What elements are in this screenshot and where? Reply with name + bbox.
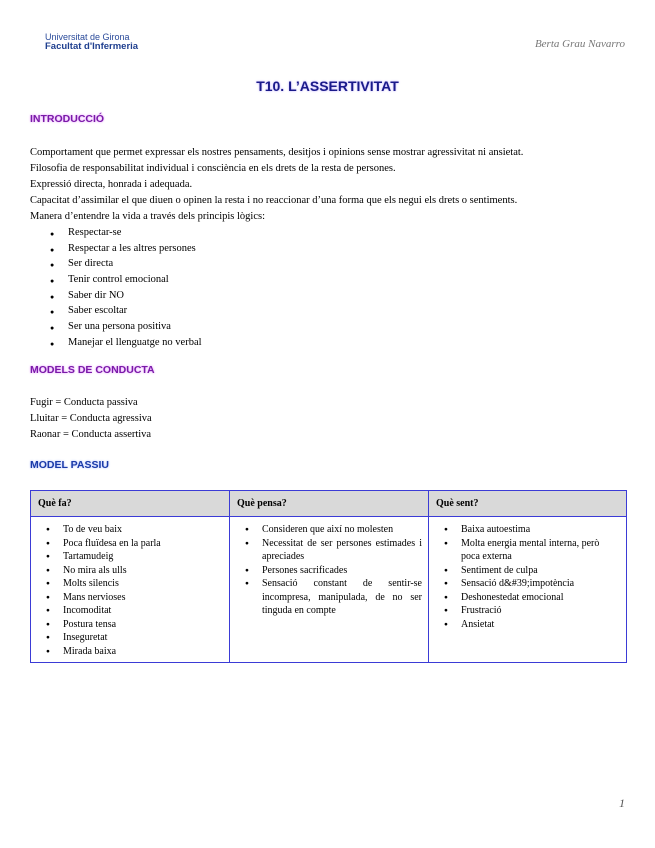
list-item: ● Baixa autoestima	[435, 523, 620, 537]
cell-fa	[31, 517, 230, 663]
intro-paragraphs	[30, 145, 630, 351]
list-item: ● Mans nervioses	[37, 591, 223, 605]
models-lines	[30, 395, 630, 443]
list-item: ● Postura tensa	[37, 618, 223, 632]
list-item: ● Molta energia mental interna, però poca externa	[435, 537, 620, 564]
list-item: ● Sensació constant de sentir-se incompresa, manipulada, de no ser tinguda en compte	[236, 577, 422, 618]
principles-list	[30, 225, 630, 351]
cell-sent	[429, 517, 627, 663]
model-line: Lluitar = Conducta agressiva	[30, 413, 152, 424]
intro-line: Capacitat d’assimilar el que diuen o opinen la resta i no reaccionar d’una forma que els negui els drets o sentiments.	[30, 195, 518, 206]
list-item: ● Inseguretat	[37, 631, 223, 645]
list-item: ● Tartamudeig	[37, 550, 223, 564]
list-item: ● Mirada baixa	[37, 645, 223, 659]
list-item: ● Poca fluïdesa en la parla	[37, 537, 223, 551]
university-logo	[45, 32, 138, 52]
heading-models: MODELS DE CONDUCTA	[30, 364, 155, 376]
list-item: ● Consideren que així no molesten	[236, 523, 422, 537]
page-number: 1	[619, 796, 625, 810]
list-item: ● Deshonestedat emocional	[435, 591, 620, 605]
list-item: ● Ser una persona positiva	[30, 319, 630, 335]
list-item: ● Molts silencis	[37, 577, 223, 591]
list-item: ● Sentiment de culpa	[435, 564, 620, 578]
list-item: ● Necessitat de ser persones estimades i apreciades	[236, 537, 422, 564]
list-item: ● Saber escoltar	[30, 303, 630, 319]
list-item: ● To de veu baix	[37, 523, 223, 537]
list-item: ● Manejar el llenguatge no verbal	[30, 335, 630, 351]
list-item: ● Sensació d&#39;impotència	[435, 577, 620, 591]
intro-line: Expressió directa, honrada i adequada.	[30, 179, 193, 190]
list-item: ● Incomoditat	[37, 604, 223, 618]
model-line: Fugir = Conducta passiva	[30, 397, 138, 408]
page-title: T10. L’ASSERTIVITAT	[256, 78, 399, 94]
list-item: ● Ansietat	[435, 618, 620, 632]
heading-introduccio: INTRODUCCIÓ	[30, 113, 105, 125]
intro-line: Filosofia de responsabilitat individual i consciència en els drets de la resta de persones.	[30, 163, 396, 174]
table-row	[31, 517, 627, 663]
cell-pensa	[230, 517, 429, 663]
list-item: ● No mira als ulls	[37, 564, 223, 578]
heading-model-passiu: MODEL PASSIU	[30, 459, 109, 471]
list-item: ● Frustració	[435, 604, 620, 618]
list-item: ● Saber dir NO	[30, 288, 630, 304]
column-header: Què sent?	[429, 491, 627, 517]
list-item: ● Ser directa	[30, 256, 630, 272]
model-line: Raonar = Conducta assertiva	[30, 429, 152, 440]
list-item: ● Tenir control emocional	[30, 272, 630, 288]
author-name: Berta Grau Navarro	[534, 38, 625, 50]
column-header: Què pensa?	[230, 491, 429, 517]
faculty-name: Facultat d'Infermeria	[45, 41, 139, 52]
university-name: Universitat de Girona	[45, 32, 130, 42]
intro-line: Comportament que permet expressar els nostres pensaments, desitjos i opinions sense mostrar agressivitat ni ansietat.	[30, 147, 524, 158]
list-item: ● Respectar a les altres persones	[30, 241, 630, 257]
model-passiu-table	[30, 490, 627, 663]
list-item: ● Persones sacrificades	[236, 564, 422, 578]
table-header-row	[31, 491, 627, 517]
list-item: ● Respectar-se	[30, 225, 630, 241]
intro-line: Manera d’entendre la vida a través dels principis lògics:	[30, 211, 265, 222]
column-header: Què fa?	[31, 491, 230, 517]
